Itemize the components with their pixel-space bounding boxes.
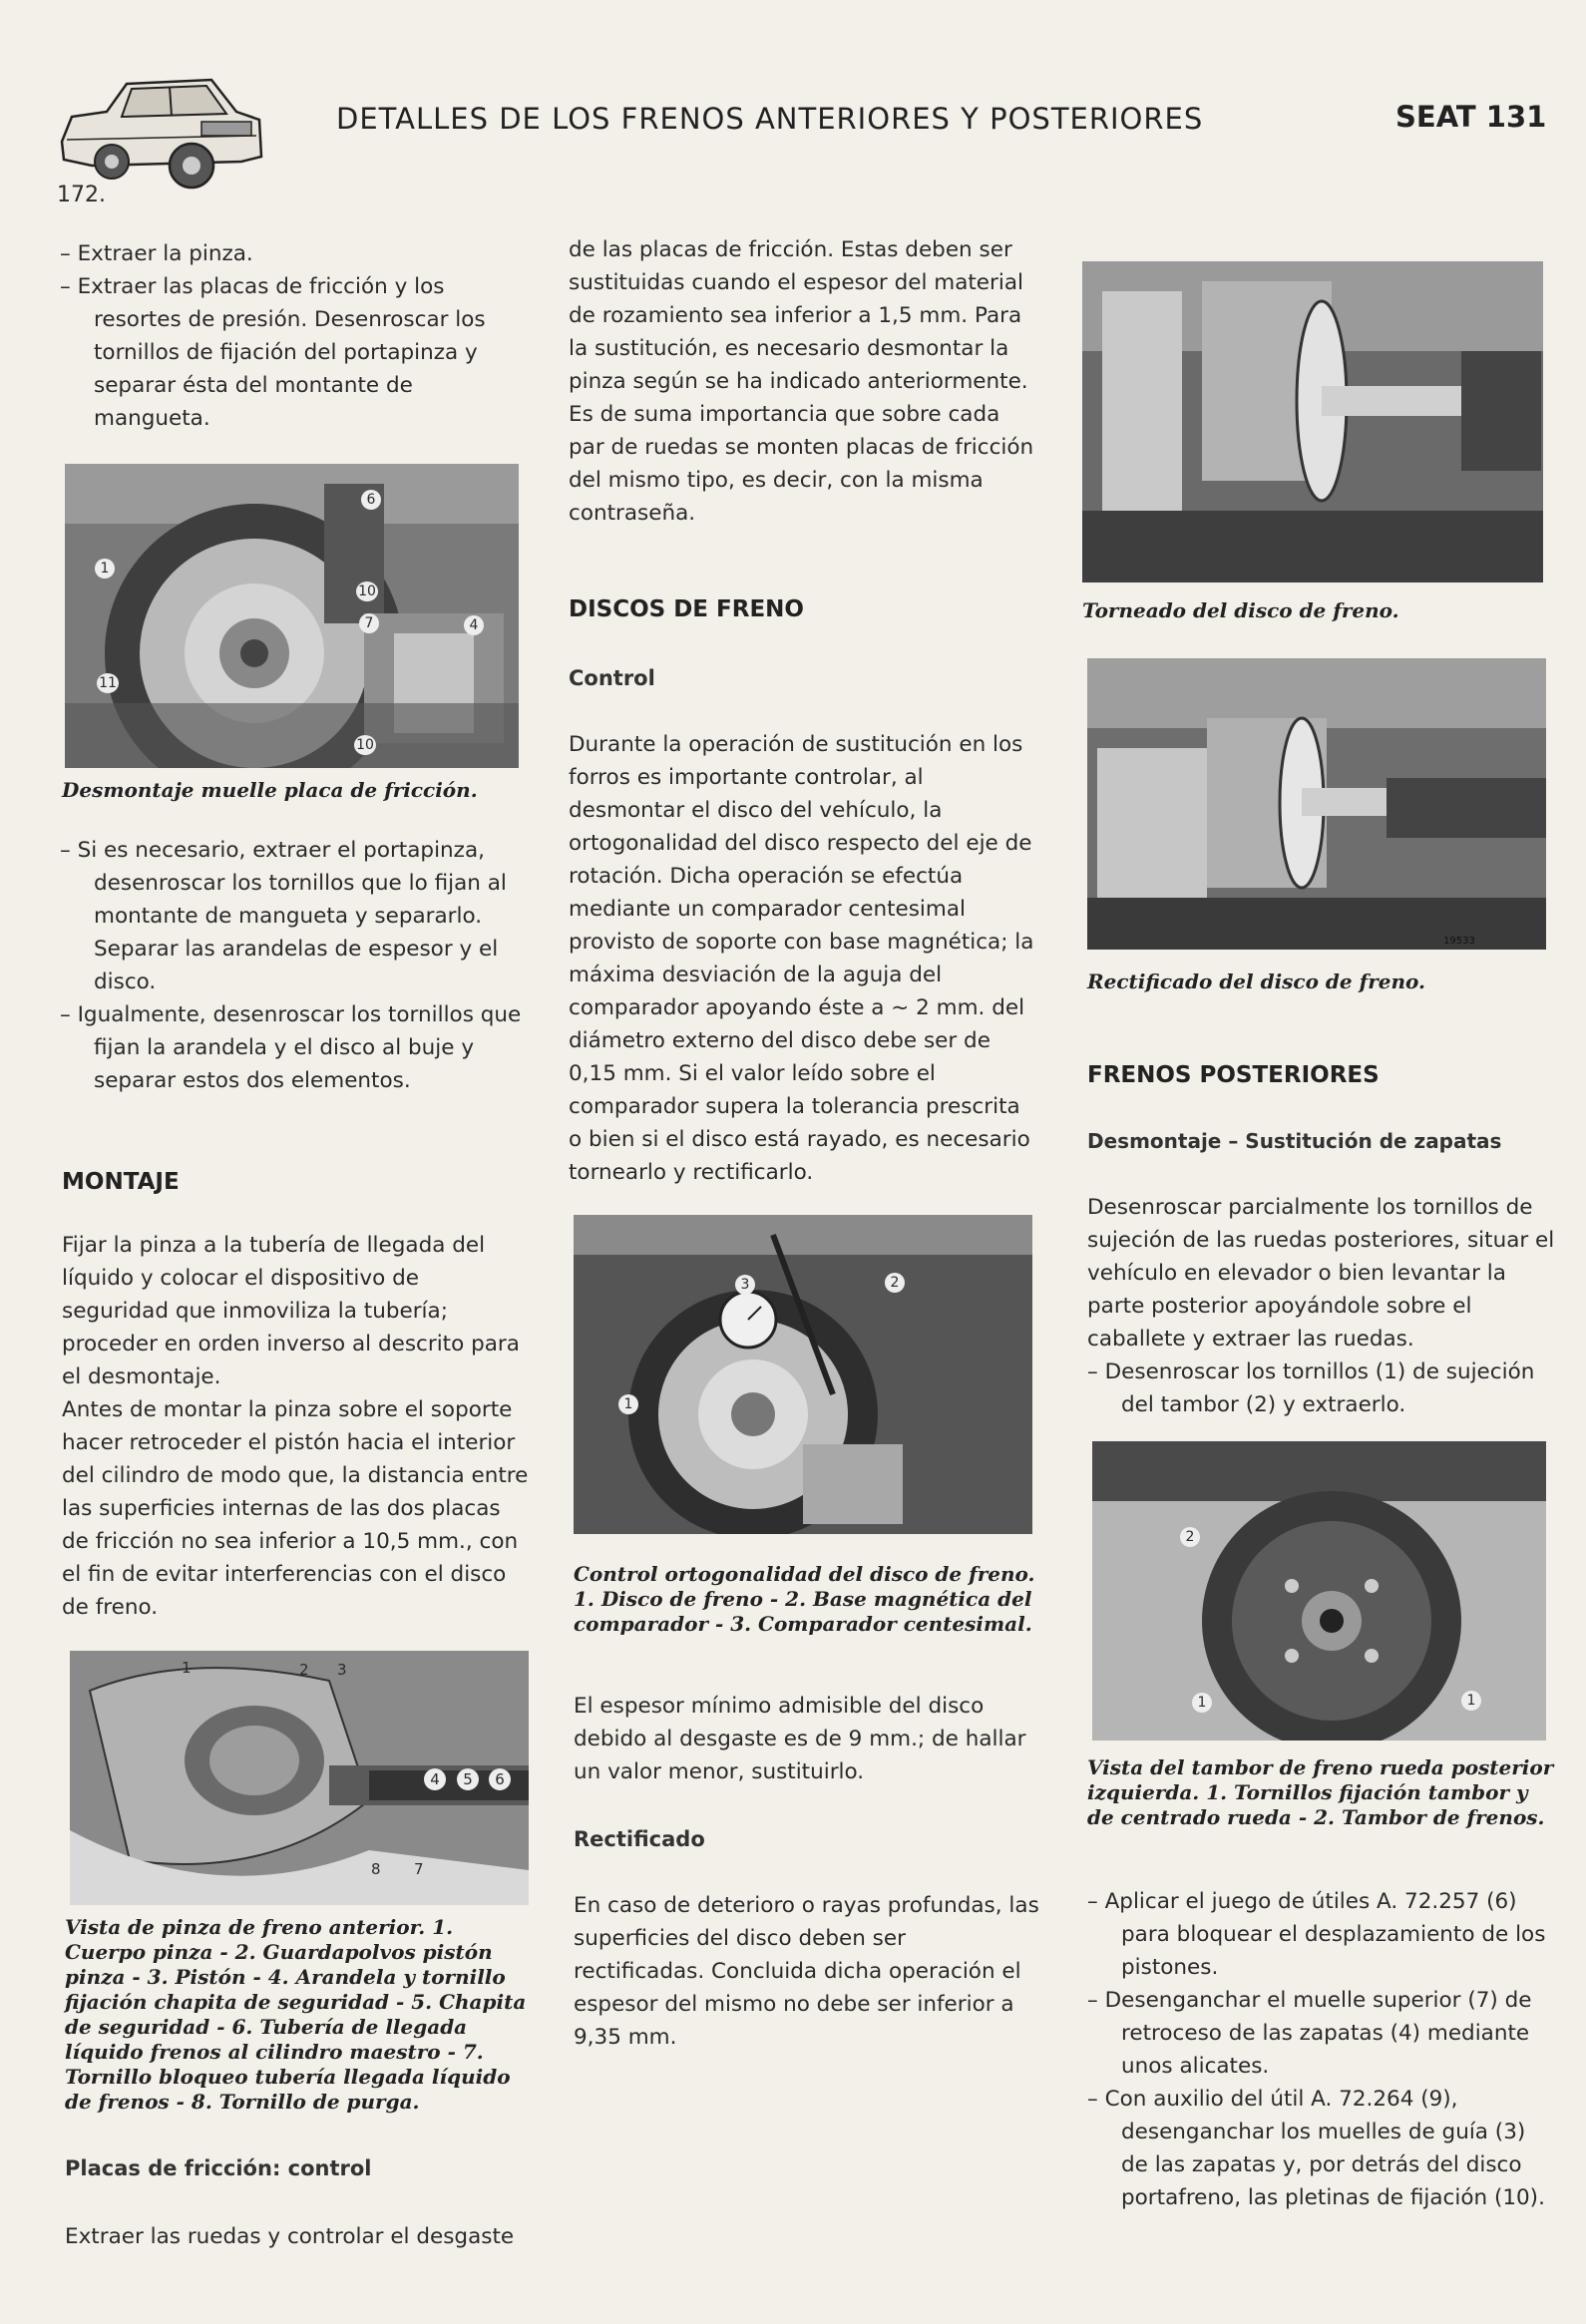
section-heading-discos: DISCOS DE FRENO [569,596,804,622]
section-heading-montaje: MONTAJE [62,1169,180,1195]
callout-label: 5 [457,1768,479,1790]
list-item: – Extraer la pinza. [60,241,253,266]
callout-label: 7 [414,1860,424,1878]
photo-code: 19533 [1443,936,1475,947]
list-item: – Si es necesario, extraer el portapinza, desenroscar los tornillos que lo fijan al montante de mangueta y separarlo. Separar las arandelas de espesor y el disco. [60,838,507,994]
list-item: – Desenroscar los tornillos (1) de sujeción del tambor (2) y extraerlo. [1087,1359,1535,1417]
section-heading-frenos-posteriores: FRENOS POSTERIORES [1087,1062,1380,1088]
callout-label: 7 [359,613,379,633]
callout-label: 1 [182,1659,192,1677]
callout-label: 10 [356,581,378,601]
col1-intro [60,237,529,435]
paragraph: Extraer las ruedas y controlar el desgaste [65,2224,515,2249]
paragraph: Desenroscar parcialmente los tornillos de sujeción de las ruedas posteriores, situar el vehículo en elevador o bien levantar la parte posterior apoyándole sobre el caballete y extraer las ruedas. [1087,1195,1555,1352]
callout-label: 2 [299,1661,309,1679]
paragraph: En caso de deterioro o rayas profundas, las superficies del disco deben ser rectificadas. Concluida dicha operación el espesor del mismo no debe ser inferior a 9,35 mm. [574,1893,1039,2050]
list-item: – Con auxilio del útil A. 72.264 (9), desenganchar los muelles de guía (3) de las zapatas y, por detrás del disco portafreno, las pletinas de fijación (10). [1087,2087,1545,2210]
callout-label: 4 [424,1768,446,1790]
figure-caption: Vista de pinza de freno anterior. 1. Cuerpo pinza - 2. Guardapolvos pistón pinza - 3. Pistón - 4. Arandela y tornillo fijación chapita de seguridad - 5. Chapita de seguridad - 6. Tubería de llegada líquido frenos al cilindro maestro - 7. Tornillo bloqueo tubería llegada líquido de frenos - 8. Tornillo de purga. [65,1915,527,2114]
callout-label: 6 [489,1768,511,1790]
figure-caption: Rectificado del disco de freno. [1087,969,1425,993]
col1-montaje-body [62,1229,531,1624]
subsection-heading-rectificado: Rectificado [574,1827,705,1851]
list-item: – Igualmente, desenroscar los tornillos que fijan la arandela y el disco al buje y separar estos dos elementos. [60,1002,522,1093]
callout-label: 8 [371,1860,381,1878]
callout-label: 10 [354,735,376,755]
callout-label: 1 [1461,1691,1481,1711]
figure-caption: Control ortogonalidad del disco de freno. 1. Disco de freno - 2. Base magnética del comparador - 3. Comparador centesimal. [574,1562,1035,1636]
col3-steps [1087,1885,1556,2214]
callout-label: 3 [337,1661,347,1679]
figure-caption: Vista del tambor de freno rueda posterior izquierda. 1. Tornillos fijación tambor y de centrado rueda - 2. Tambor de frenos. [1087,1755,1554,1829]
paragraph: Antes de montar la pinza sobre el soporte hacer retroceder el pistón hacia el interior del cilindro de modo que, la distancia entre las superficies internas de las dos placas de fricción no sea inferior a 10,5 mm., con el fin de evitar interferencias con el disco de freno. [62,1397,529,1620]
callout-label: 1 [618,1394,638,1414]
page-title: DETALLES DE LOS FRENOS ANTERIORES Y POSTERIORES [336,102,1204,136]
list-item: – Extraer las placas de fricción y los resortes de presión. Desenroscar los tornillos de fijación del portapinza y separar ésta del montante de mangueta. [60,274,486,431]
callout-label: 1 [1192,1693,1212,1713]
list-item: – Desenganchar el muelle superior (7) de retroceso de las zapatas (4) mediante unos alicates. [1087,1988,1532,2079]
callout-label: 1 [95,559,115,579]
col3-desmontaje-body [1087,1191,1556,1421]
fig-disc-grinding-photo [1087,658,1546,950]
section-heading-placas: Placas de fricción: control [65,2156,372,2180]
brand-label: SEAT 131 [1395,100,1547,134]
callout-label: 6 [361,490,381,510]
paragraph: Fijar la pinza a la tubería de llegada del líquido y colocar el dispositivo de seguridad que inmoviliza la tubería; proceder en orden inverso al descrito para el desmontaje. [62,1233,520,1389]
figure-caption: Desmontaje muelle placa de fricción. [62,778,478,802]
paragraph: Durante la operación de sustitución en los forros es importante controlar, al desmontar el disco del vehículo, la ortogonalidad del disco respecto del eje de rotación. Dicha operación se efectúa mediante un comparador centesimal provisto de soporte con base magnética; la máxima desviación de la aguja del comparador apoyando éste a ~ 2 mm. del diámetro externo del disco debe ser de 0,15 mm. Si el valor leído sobre el comparador supera la tolerancia prescrita o bien si el disco está rayado, es necesario tornearlo y rectificarlo. [569,732,1034,1185]
paragraph: de las placas de fricción. Estas deben ser sustituidas cuando el espesor del material de rozamiento sea inferior a 1,5 mm. Para la sustitución, es necesario desmontar la pinza según se ha indicado anteriormente. Es de suma importancia que sobre cada par de ruedas se monten placas de fricción del mismo tipo, es decir, con la misma contraseña. [569,237,1034,526]
list-item: – Aplicar el juego de útiles A. 72.257 (6) para bloquear el desplazamiento de los pistones. [1087,1889,1546,1980]
col1-steps [60,834,529,1097]
subsection-heading-desmontaje: Desmontaje – Sustitución de zapatas [1087,1129,1502,1153]
car-logo-icon [52,62,266,190]
subsection-heading-control: Control [569,666,655,690]
callout-label: 2 [1180,1527,1200,1547]
figure-caption: Torneado del disco de freno. [1082,598,1399,622]
callout-label: 4 [464,615,484,635]
fig-disc-turning-photo [1082,261,1543,582]
page-number: 172. [57,183,106,207]
callout-label: 11 [97,673,119,693]
callout-label: 2 [885,1273,905,1293]
paragraph: El espesor mínimo admisible del disco debido al desgaste es de 9 mm.; de hallar un valor menor, sustituirlo. [574,1694,1026,1784]
callout-label: 3 [735,1275,755,1295]
